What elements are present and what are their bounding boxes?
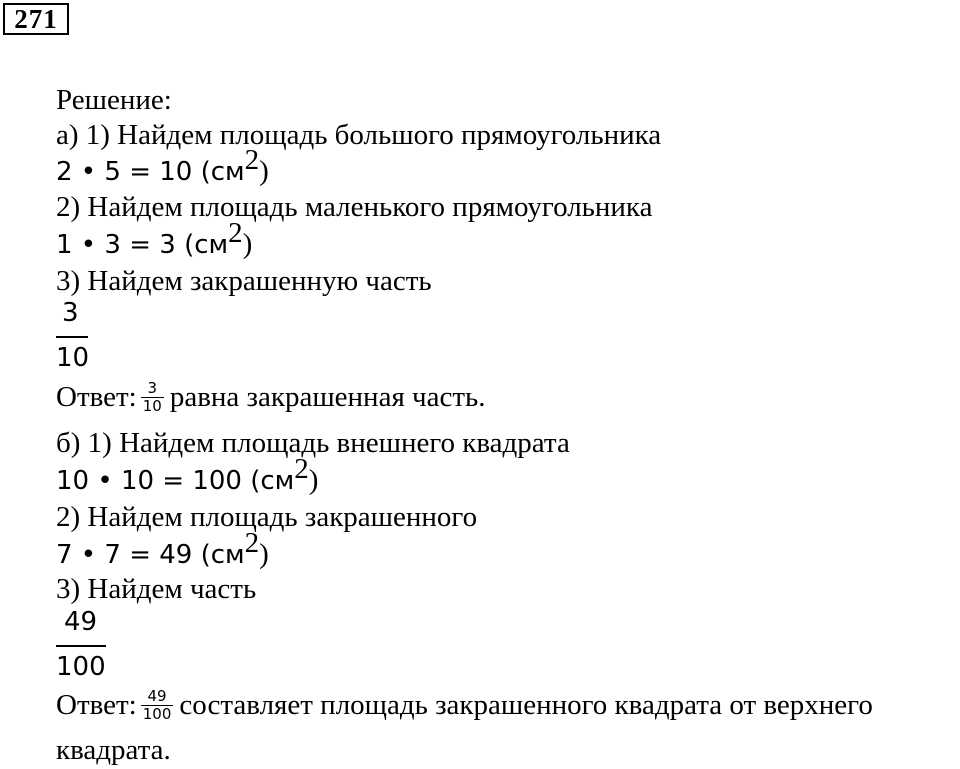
solution-heading: Решение: (56, 84, 172, 116)
part-a-step1-close: ) (259, 155, 269, 187)
part-b-answer-prefix: Ответ: (56, 689, 137, 721)
part-a-answer-fraction (141, 380, 164, 415)
part-b-answer-fraction (141, 688, 174, 723)
part-b-step2-label: 2) Найдем площадь закрашенного (56, 501, 478, 533)
part-a-answer (56, 380, 486, 417)
part-b-step1-label: б) 1) Найдем площадь внешнего квадрата (56, 427, 570, 459)
part-a-step1-exponent: 2 (244, 144, 260, 176)
part-b-fraction-bar (56, 645, 106, 647)
part-b-answer-fraction-numerator: 49 (147, 686, 167, 705)
part-a-step2-close: ) (242, 228, 253, 260)
part-a-step2-exponent: 2 (228, 217, 243, 249)
part-b-step2-exponent: 2 (244, 527, 260, 559)
part-a-fraction-bar (56, 336, 88, 338)
part-a-step2-expression (56, 217, 253, 262)
part-b-step3-label: 3) Найдем часть (56, 573, 257, 605)
part-a-answer-fraction-denominator: 10 (142, 396, 162, 415)
part-b-fraction-denominator: 100 (56, 652, 106, 682)
part-a-step1-expression (56, 144, 269, 189)
part-b-step2-close: ) (259, 538, 269, 570)
part-b-step2-expression (56, 527, 269, 572)
part-b-step1-close: ) (308, 464, 319, 496)
part-a-step2-expr: 1 • 3 = 3 (см (56, 230, 229, 260)
part-a-step3-label: 3) Найдем закрашенную часть (56, 265, 432, 297)
part-b-step2-expr: 7 • 7 = 49 (см (56, 540, 245, 570)
part-a-fraction-numerator: 3 (62, 298, 79, 328)
part-a-answer-suffix: равна закрашенная часть. (169, 381, 486, 413)
part-a-step1-label: а) 1) Найдем площадь большого прямоугольника (56, 119, 662, 151)
problem-number: 271 (3, 3, 69, 35)
part-b-answer (56, 688, 873, 725)
part-b-answer-suffix: составляет площадь закрашенного квадрата от верхнего (179, 689, 873, 721)
part-b-step1-expression (56, 453, 319, 498)
part-a-step2-label: 2) Найдем площадь маленького прямоугольника (56, 191, 653, 223)
part-b-step1-exponent: 2 (294, 453, 309, 485)
part-a-answer-fraction-numerator: 3 (147, 378, 158, 397)
part-b-answer-continuation: квадрата. (56, 734, 171, 766)
part-b-answer-fraction-denominator: 100 (142, 704, 172, 723)
part-b-step1-expr: 10 • 10 = 100 (см (56, 466, 295, 496)
part-b-fraction-numerator: 49 (64, 607, 98, 637)
part-a-step1-expr: 2 • 5 = 10 (см (56, 157, 245, 187)
part-a-fraction-denominator: 10 (56, 343, 90, 373)
part-a-answer-prefix: Ответ: (56, 381, 137, 413)
